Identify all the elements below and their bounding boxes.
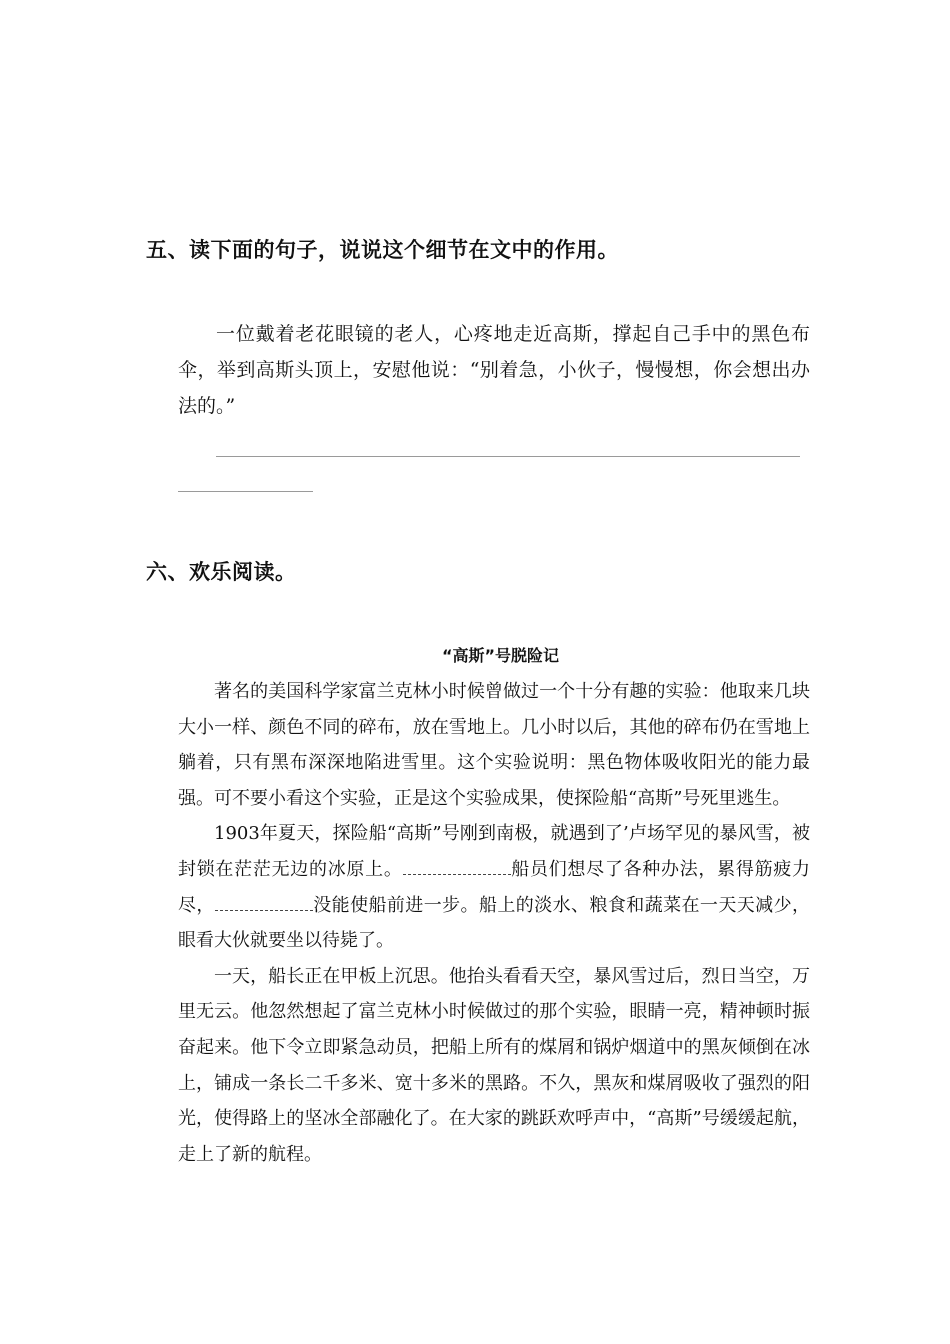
story-paragraph-1: 著名的美国科学家富兰克林小时候曾做过一个十分有趣的实验：他取来几块大小一样、颜色不同的碎布，放在雪地上。几小时以后，其他的碎布仍在雪地上躺着，只有黑布深深地陷进雪里。这个实验说明：黑色物体吸收阳光的能力最强。可不要小看这个实验，正是这个实验成果，使探险船“高斯”号死里逃生。	[178, 681, 810, 809]
fill-in-blank[interactable]	[403, 856, 511, 875]
answer-line[interactable]	[216, 456, 800, 457]
story-body	[178, 674, 810, 1172]
paragraph-text: 1903年夏天，探险船“高斯”号刚到南极，就遇到了’卢场罕见的暴风雪，被封锁在茫茫无边的冰原上。	[178, 823, 810, 880]
section-5-heading: 五、读下面的句子，说说这个细节在文中的作用。	[146, 238, 619, 262]
paragraph-text: 没能使船前进一步。船上的淡水、粮食和蔬菜在一天天减少，眼看大伙就要坐以待毙了。	[178, 894, 810, 952]
paragraph-text: 船员们想尽了各种办法，累得筋疲力尽，	[178, 858, 811, 916]
story-paragraph-3: 一天，船长正在甲板上沉思。他抬头看看天空，暴风雪过后，烈日当空，万里无云。他忽然想起了富兰克林小时候做过的那个实验，眼睛一亮，精神顿时振奋起来。他下令立即紧急动员，把船上所有的煤屑和锅炉烟道中的黑灰倾倒在冰上，铺成一条长二千多米、宽十多米的黑路。不久，黑灰和煤屑吸收了强烈的阳光，使得路上的坚冰全部融化了。在大家的跳跃欢呼声中，“高斯”号缓缓起航，走上了新的航程。	[178, 965, 810, 1165]
section-6-heading: 六、欢乐阅读。	[146, 560, 297, 584]
quoted-sentence: 一位戴着老花眼镜的老人，心疼地走近高斯，撑起自己手中的黑色布伞，举到高斯头顶上，安慰他说：“别着急，小伙子，慢慢想，你会想出办法的。”	[178, 323, 810, 417]
answer-line[interactable]	[178, 491, 313, 492]
story-paragraph-2	[178, 816, 810, 958]
story-title: “高斯”号脱险记	[442, 646, 560, 665]
fill-in-blank[interactable]	[215, 892, 313, 911]
